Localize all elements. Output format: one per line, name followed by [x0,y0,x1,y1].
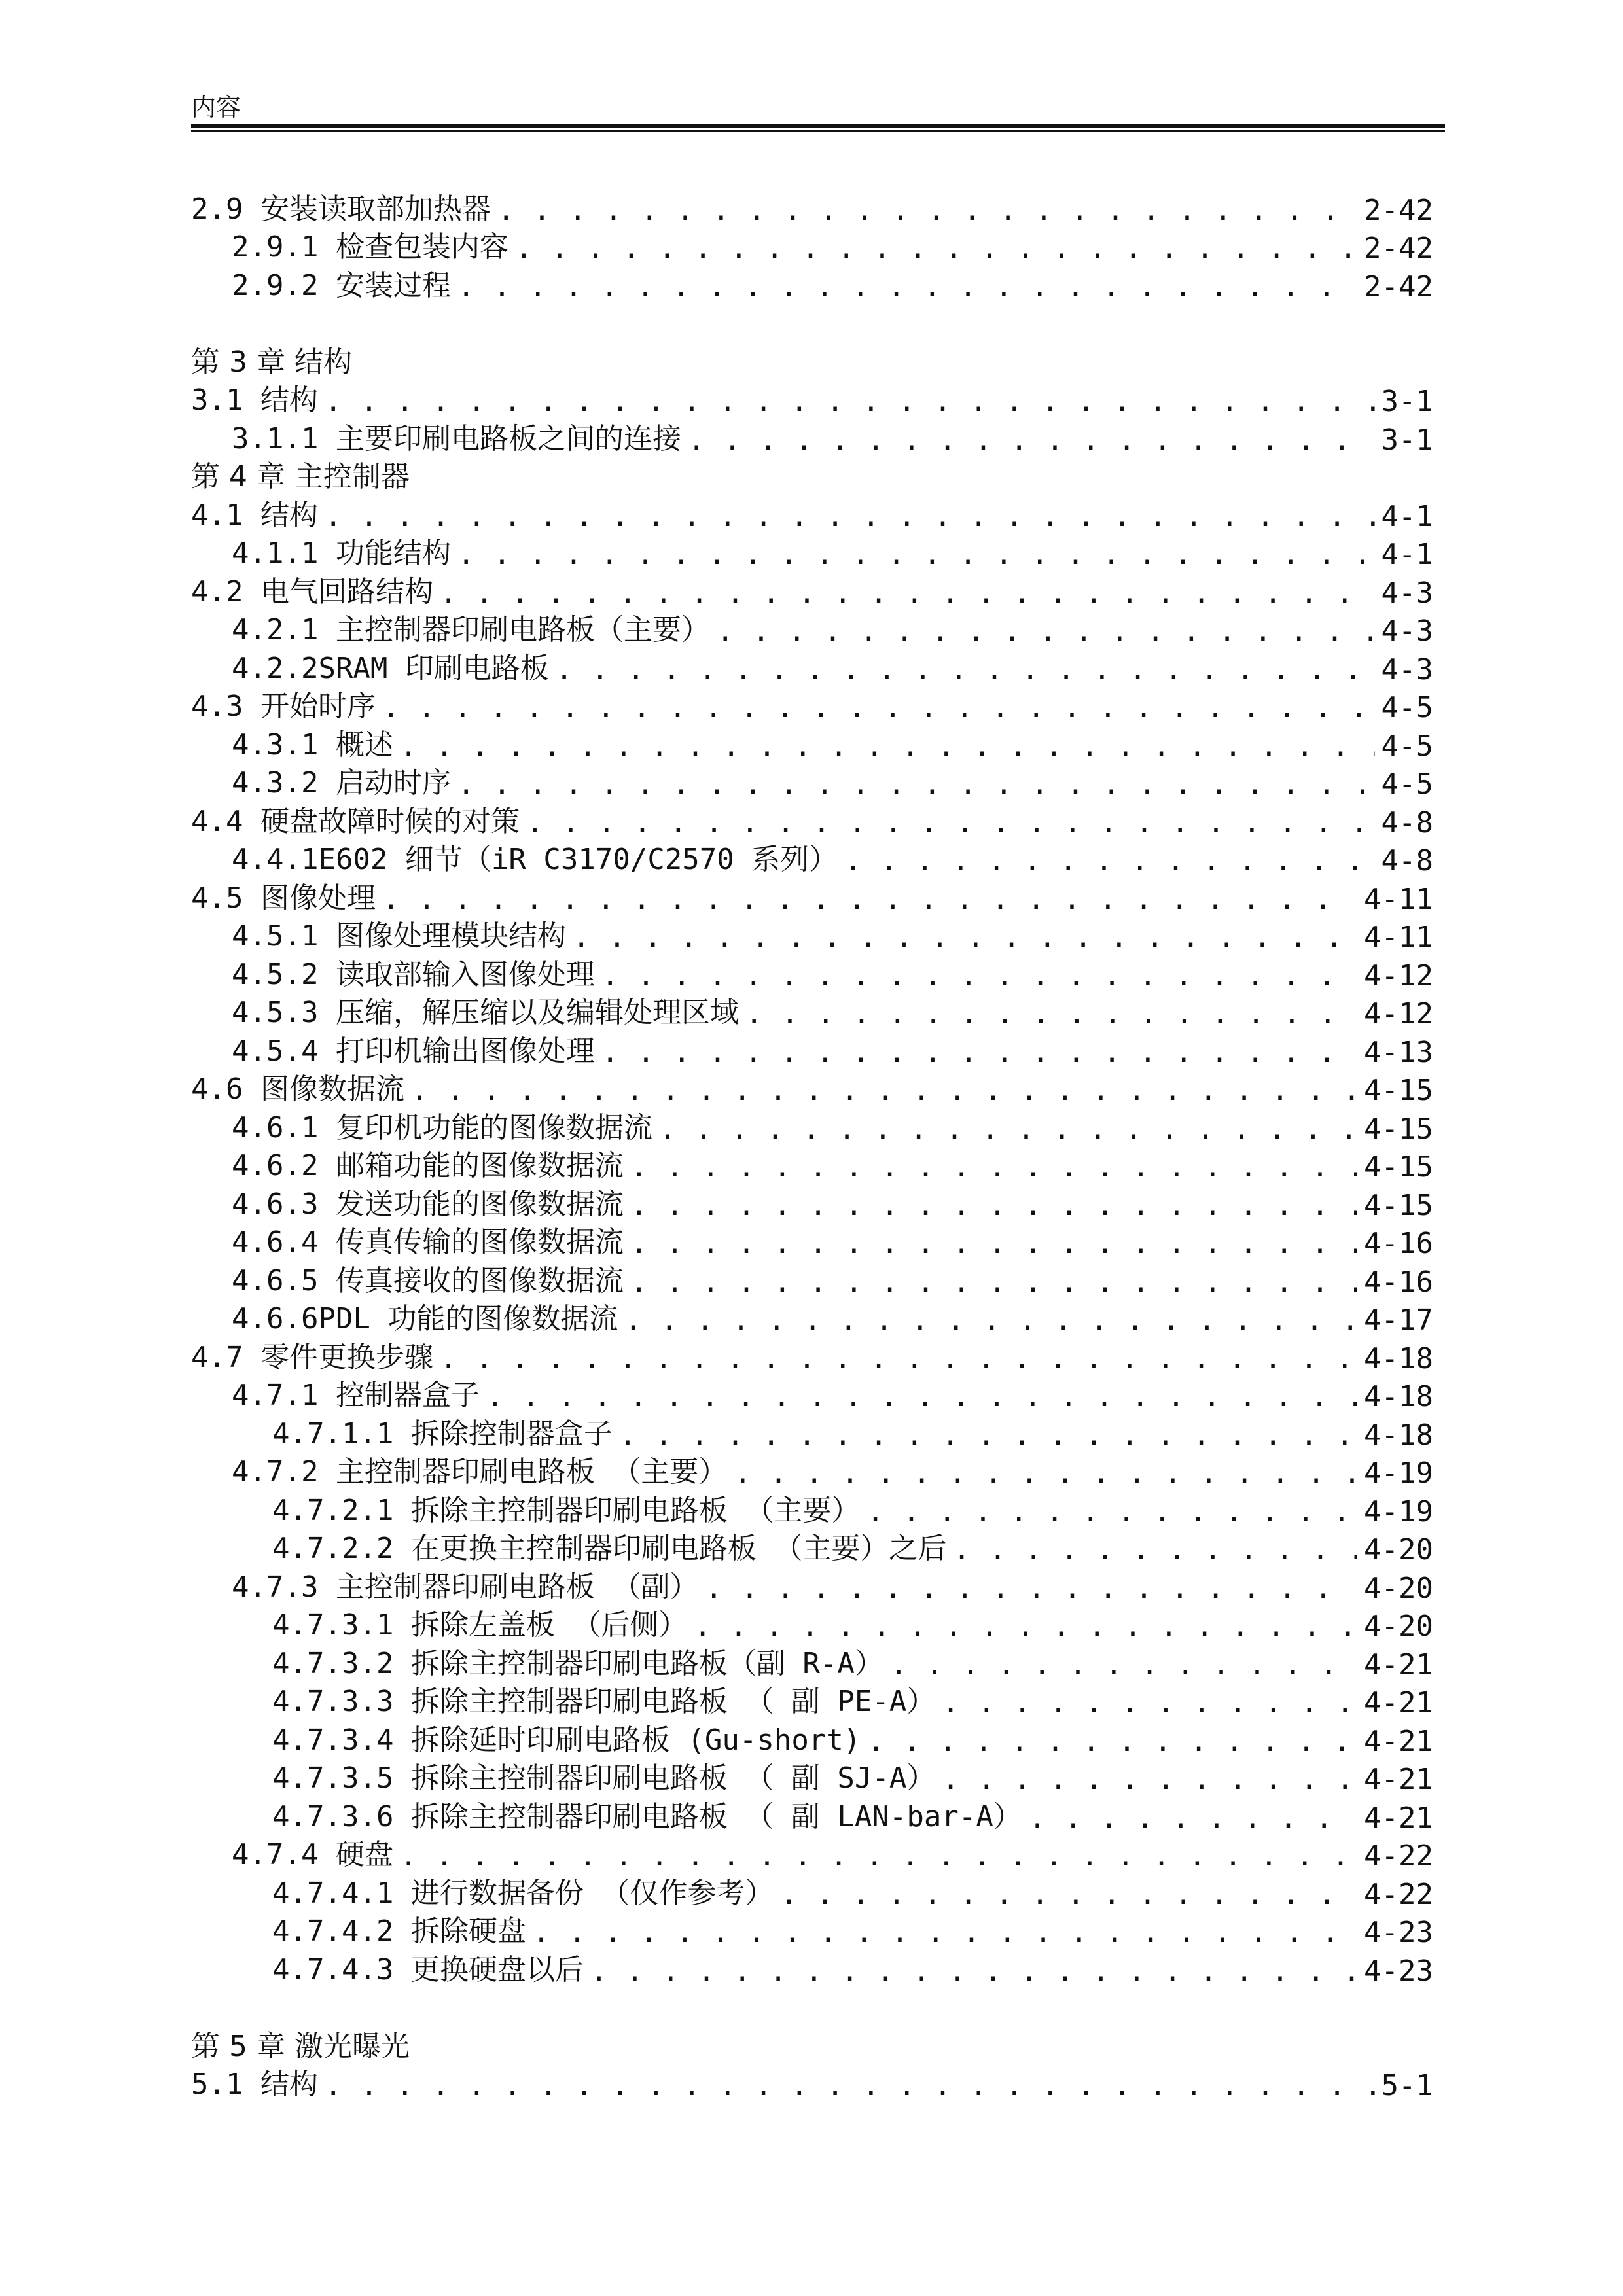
toc-entry[interactable] [191,1452,1433,1491]
toc-entry-title: 4.4 硬盘故障时候的对策 [191,804,520,838]
toc-entry[interactable] [191,1682,1433,1720]
toc-group [191,495,1433,1988]
toc-entry[interactable] [191,1375,1433,1414]
toc-page-number: 4-22 [1364,1877,1433,1911]
toc-page-number: 4-13 [1364,1035,1433,1069]
toc-dot-leader [705,1572,1357,1605]
toc-entry[interactable] [191,418,1433,457]
toc-dot-leader [411,1074,1357,1107]
toc-dot-leader [630,1150,1357,1184]
toc-page-number: 4-3 [1381,576,1433,610]
toc-page-number: 2-42 [1364,193,1433,227]
toc-dot-leader [325,500,1375,533]
toc-spacer [191,1988,1433,2026]
toc-dot-leader [844,844,1374,877]
toc-dot-leader [717,614,1375,648]
toc-group [191,380,1433,457]
toc-entry[interactable] [191,1107,1433,1146]
toc-entry-title: 4.7.4.1 进行数据备份 （仅作参考） [272,1876,774,1910]
toc-dot-leader [630,1227,1357,1260]
toc-page-number: 4-20 [1364,1571,1433,1605]
toc-entry-title: 4.7.4.2 拆除硬盘 [272,1915,526,1948]
toc-entry-title: 4.3.1 概述 [232,728,393,762]
toc-page-number: 4-8 [1381,844,1433,877]
toc-entry-title: 4.6.1 复印机功能的图像数据流 [232,1110,652,1144]
toc-dot-leader [745,997,1357,1031]
toc-page-number: 4-15 [1364,1150,1433,1184]
toc-dot-leader [619,1419,1357,1452]
toc-page-number: 4-12 [1364,959,1433,993]
toc-entry[interactable] [191,1069,1433,1108]
toc-entry-title: 4.7.1.1 拆除控制器盒子 [272,1417,613,1451]
toc-entry[interactable] [191,1337,1433,1375]
toc-chapter-heading[interactable] [191,342,1433,380]
toc-page-number: 4-3 [1381,652,1433,686]
toc-page-number: 4-21 [1364,1648,1433,1682]
toc-chapter-title: 第 4 章 主控制器 [191,460,410,493]
toc-page-number: 4-5 [1381,729,1433,763]
toc-entry-title: 2.9 安装读取部加热器 [191,192,491,226]
toc-dot-leader [573,921,1357,954]
toc-dot-leader [457,270,1357,304]
toc-entry-title: 4.7.3.6 拆除主控制器印刷电路板 （ 副 LAN-bar-A） [272,1799,1022,1833]
toc-entry[interactable] [191,1605,1433,1644]
toc-entry[interactable] [191,916,1433,955]
toc-page-number: 4-21 [1364,1801,1433,1835]
toc-entry-title: 4.7 零件更换步骤 [191,1340,433,1374]
toc-page-number: 4-12 [1364,997,1433,1031]
toc-page-number: 4-18 [1364,1418,1433,1452]
toc-dot-leader [866,1495,1357,1528]
toc-dot-leader [526,806,1375,839]
toc-entry-title: 4.6.2 邮箱功能的图像数据流 [232,1149,624,1182]
toc-dot-leader [556,653,1375,686]
toc-group [191,188,1433,304]
toc-entry-title: 4.7.1 控制器盒子 [232,1379,480,1412]
toc-entry-title: 4.5.4 打印机输出图像处理 [232,1034,595,1068]
toc-page-number: 4-1 [1381,499,1433,533]
toc-entry-title: 4.5.2 读取部输入图像处理 [232,957,595,991]
toc-page-number: 4-15 [1364,1112,1433,1146]
toc-page-number: 4-21 [1364,1724,1433,1758]
toc-entry[interactable] [191,1528,1433,1567]
toc-dot-leader [867,1725,1357,1758]
toc-entry-title: 4.7.4.3 更换硬盘以后 [272,1952,584,1987]
toc-dot-leader [533,1916,1357,1949]
toc-page-number: 4-5 [1381,768,1433,801]
toc-entry[interactable] [191,877,1433,916]
toc-entry[interactable] [191,1911,1433,1950]
toc-entry-title: 4.6.6PDL 功能的图像数据流 [232,1302,618,1335]
toc-entry-title: 3.1.1 主要印刷电路板之间的连接 [232,421,681,455]
toc-entry[interactable] [191,1643,1433,1682]
toc-dot-leader [457,768,1375,801]
header-rule-secondary [191,130,1445,132]
toc-entry-title: 4.7.3 主控制器印刷电路板 （副） [232,1570,699,1604]
toc-page-number: 4-8 [1381,805,1433,839]
toc-entry[interactable] [191,724,1433,763]
toc-page-number: 4-18 [1364,1341,1433,1375]
toc-entry[interactable] [191,1260,1433,1299]
toc-entry-title: 4.2.1 主控制器印刷电路板（主要） [232,613,710,646]
toc-dot-leader [890,1648,1357,1682]
toc-page-number: 3-1 [1381,423,1433,457]
toc-dot-leader [400,1839,1357,1873]
toc-page-number: 4-20 [1364,1533,1433,1566]
toc-dot-leader [942,1763,1357,1796]
toc-entry[interactable] [191,1873,1433,1911]
toc-entry-title: 2.9.1 检查包装内容 [232,230,508,264]
toc-page-number: 4-21 [1364,1686,1433,1720]
toc-page-number: 4-20 [1364,1610,1433,1643]
toc-dot-leader [780,1878,1357,1911]
toc-entry-title: 4.7.4 硬盘 [232,1838,393,1871]
toc-entry[interactable] [191,648,1433,686]
toc-dot-leader [325,2069,1375,2102]
toc-dot-leader [1029,1801,1357,1835]
toc-entry[interactable] [191,1949,1433,1988]
toc-page-number: 4-11 [1364,882,1433,916]
toc-entry-title: 4.7.3.1 拆除左盖板 （后侧） [272,1608,688,1642]
toc-entry[interactable] [191,188,1433,227]
toc-entry[interactable] [191,1835,1433,1873]
toc-entry[interactable] [191,993,1433,1031]
toc-page-number: 4-17 [1364,1303,1433,1337]
toc-dot-leader [942,1686,1357,1720]
toc-entry-title: 4.7.2 主控制器印刷电路板 （主要） [232,1455,728,1489]
toc-page-number: 4-19 [1364,1494,1433,1528]
toc-entry[interactable] [191,610,1433,648]
toc-entry[interactable] [191,954,1433,993]
toc-entry[interactable] [191,1720,1433,1758]
toc-dot-leader [590,1954,1357,1988]
header-rule [191,124,1445,128]
toc-entry-title: 5.1 结构 [191,2068,318,2101]
toc-dot-leader [382,883,1357,916]
toc-entry[interactable] [191,380,1433,419]
toc-page-number: 2-42 [1364,270,1433,304]
toc-entry[interactable] [191,1031,1433,1069]
toc-page-number: 4-22 [1364,1839,1433,1873]
toc-page-number: 4-18 [1364,1380,1433,1413]
toc-entry[interactable] [191,1413,1433,1452]
toc-page-number: 4-21 [1364,1763,1433,1796]
toc-entry-title: 4.6.3 发送功能的图像数据流 [232,1187,624,1221]
toc-page-number: 4-11 [1364,921,1433,954]
toc-page-number: 4-23 [1364,1916,1433,1949]
toc-dot-leader [694,1610,1357,1643]
table-of-contents [191,188,1433,2102]
toc-entry[interactable] [191,1758,1433,1797]
toc-entry-title: 4.2.2SRAM 印刷电路板 [232,651,549,685]
toc-dot-leader [688,423,1375,457]
toc-page-number: 4-5 [1381,691,1433,724]
toc-entry[interactable] [191,265,1433,304]
toc-entry-title: 4.2 电气回路结构 [191,574,433,609]
toc-spacer [191,304,1433,342]
toc-entry-title: 4.6 图像数据流 [191,1072,404,1106]
toc-chapter-title: 第 5 章 激光曝光 [191,2029,410,2063]
toc-dot-leader [400,730,1375,763]
toc-entry[interactable] [191,1146,1433,1184]
toc-dot-leader [734,1457,1357,1490]
toc-entry[interactable] [191,1299,1433,1337]
toc-entry[interactable] [191,1490,1433,1528]
toc-entry[interactable] [191,839,1433,878]
toc-page-number: 4-19 [1364,1457,1433,1490]
toc-group [191,2064,1433,2103]
toc-page-number: 4-16 [1364,1265,1433,1299]
toc-dot-leader [440,1342,1357,1375]
toc-entry-title: 4.7.2.1 拆除主控制器印刷电路板 （主要） [272,1493,861,1527]
toc-entry[interactable] [191,1796,1433,1835]
toc-entry-title: 4.6.4 传真传输的图像数据流 [232,1226,624,1259]
toc-entry-title: 3.1 结构 [191,383,318,417]
toc-page-number: 4-1 [1381,538,1433,571]
toc-entry[interactable] [191,801,1433,839]
toc-entry[interactable] [191,1566,1433,1605]
toc-page-number: 5-1 [1381,2069,1433,2102]
toc-dot-leader [601,959,1357,993]
toc-entry-title: 4.3.2 启动时序 [232,766,451,800]
toc-entry[interactable] [191,2064,1433,2103]
toc-entry-title: 2.9.2 安装过程 [232,268,451,302]
toc-dot-leader [624,1303,1357,1337]
toc-entry-title: 4.5.1 图像处理模块结构 [232,919,566,953]
toc-entry-title: 4.7.3.5 拆除主控制器印刷电路板 （ 副 SJ-A） [272,1761,936,1795]
toc-entry-title: 4.5.3 压缩，解压缩以及编辑处理区域 [232,996,739,1029]
toc-dot-leader [659,1112,1357,1146]
toc-dot-leader [325,385,1375,418]
toc-chapter-title: 第 3 章 结构 [191,345,352,379]
toc-chapter-heading[interactable] [191,2026,1433,2064]
toc-entry[interactable] [191,533,1433,572]
toc-entry[interactable] [191,571,1433,610]
toc-entry-title: 4.7.3.3 拆除主控制器印刷电路板 （ 副 PE-A） [272,1685,936,1718]
page-header-title: 内容 [191,93,241,122]
toc-entry-title: 4.6.5 传真接收的图像数据流 [232,1263,624,1298]
toc-dot-leader [601,1036,1357,1069]
toc-dot-leader [457,538,1375,571]
toc-entry-title: 4.7.2.2 在更换主控制器印刷电路板 （主要）之后 [272,1532,947,1565]
toc-entry-title: 4.4.1E602 细节（iR C3170/C2570 系列） [232,843,838,876]
toc-dot-leader [497,194,1357,227]
toc-page-number: 4-15 [1364,1074,1433,1107]
toc-entry-title: 4.7.3.2 拆除主控制器印刷电路板（副 R-A） [272,1646,883,1680]
toc-page-number: 4-3 [1381,614,1433,648]
toc-page-number: 3-1 [1381,385,1433,418]
toc-chapter-heading[interactable] [191,457,1433,495]
toc-dot-leader [486,1380,1357,1413]
toc-entry[interactable] [191,686,1433,725]
toc-dot-leader [630,1265,1357,1299]
toc-entry[interactable] [191,1184,1433,1222]
toc-page-number: 2-42 [1364,232,1433,265]
toc-dot-leader [440,576,1375,610]
toc-page-number: 4-16 [1364,1227,1433,1260]
toc-entry[interactable] [191,1222,1433,1261]
toc-entry-title: 4.1.1 功能结构 [232,537,451,570]
toc-entry[interactable] [191,763,1433,802]
toc-page-number: 4-15 [1364,1188,1433,1222]
toc-dot-leader [515,232,1357,265]
toc-entry[interactable] [191,495,1433,533]
toc-entry-title: 4.5 图像处理 [191,881,376,915]
toc-entry-title: 4.3 开始时序 [191,690,376,723]
toc-entry[interactable] [191,227,1433,266]
toc-dot-leader [630,1189,1357,1222]
toc-entry-title: 4.1 结构 [191,498,318,532]
toc-page-number: 4-23 [1364,1954,1433,1988]
toc-dot-leader [382,691,1375,724]
toc-entry-title: 4.7.3.4 拆除延时印刷电路板 (Gu-short) [272,1723,861,1757]
toc-dot-leader [953,1533,1357,1566]
